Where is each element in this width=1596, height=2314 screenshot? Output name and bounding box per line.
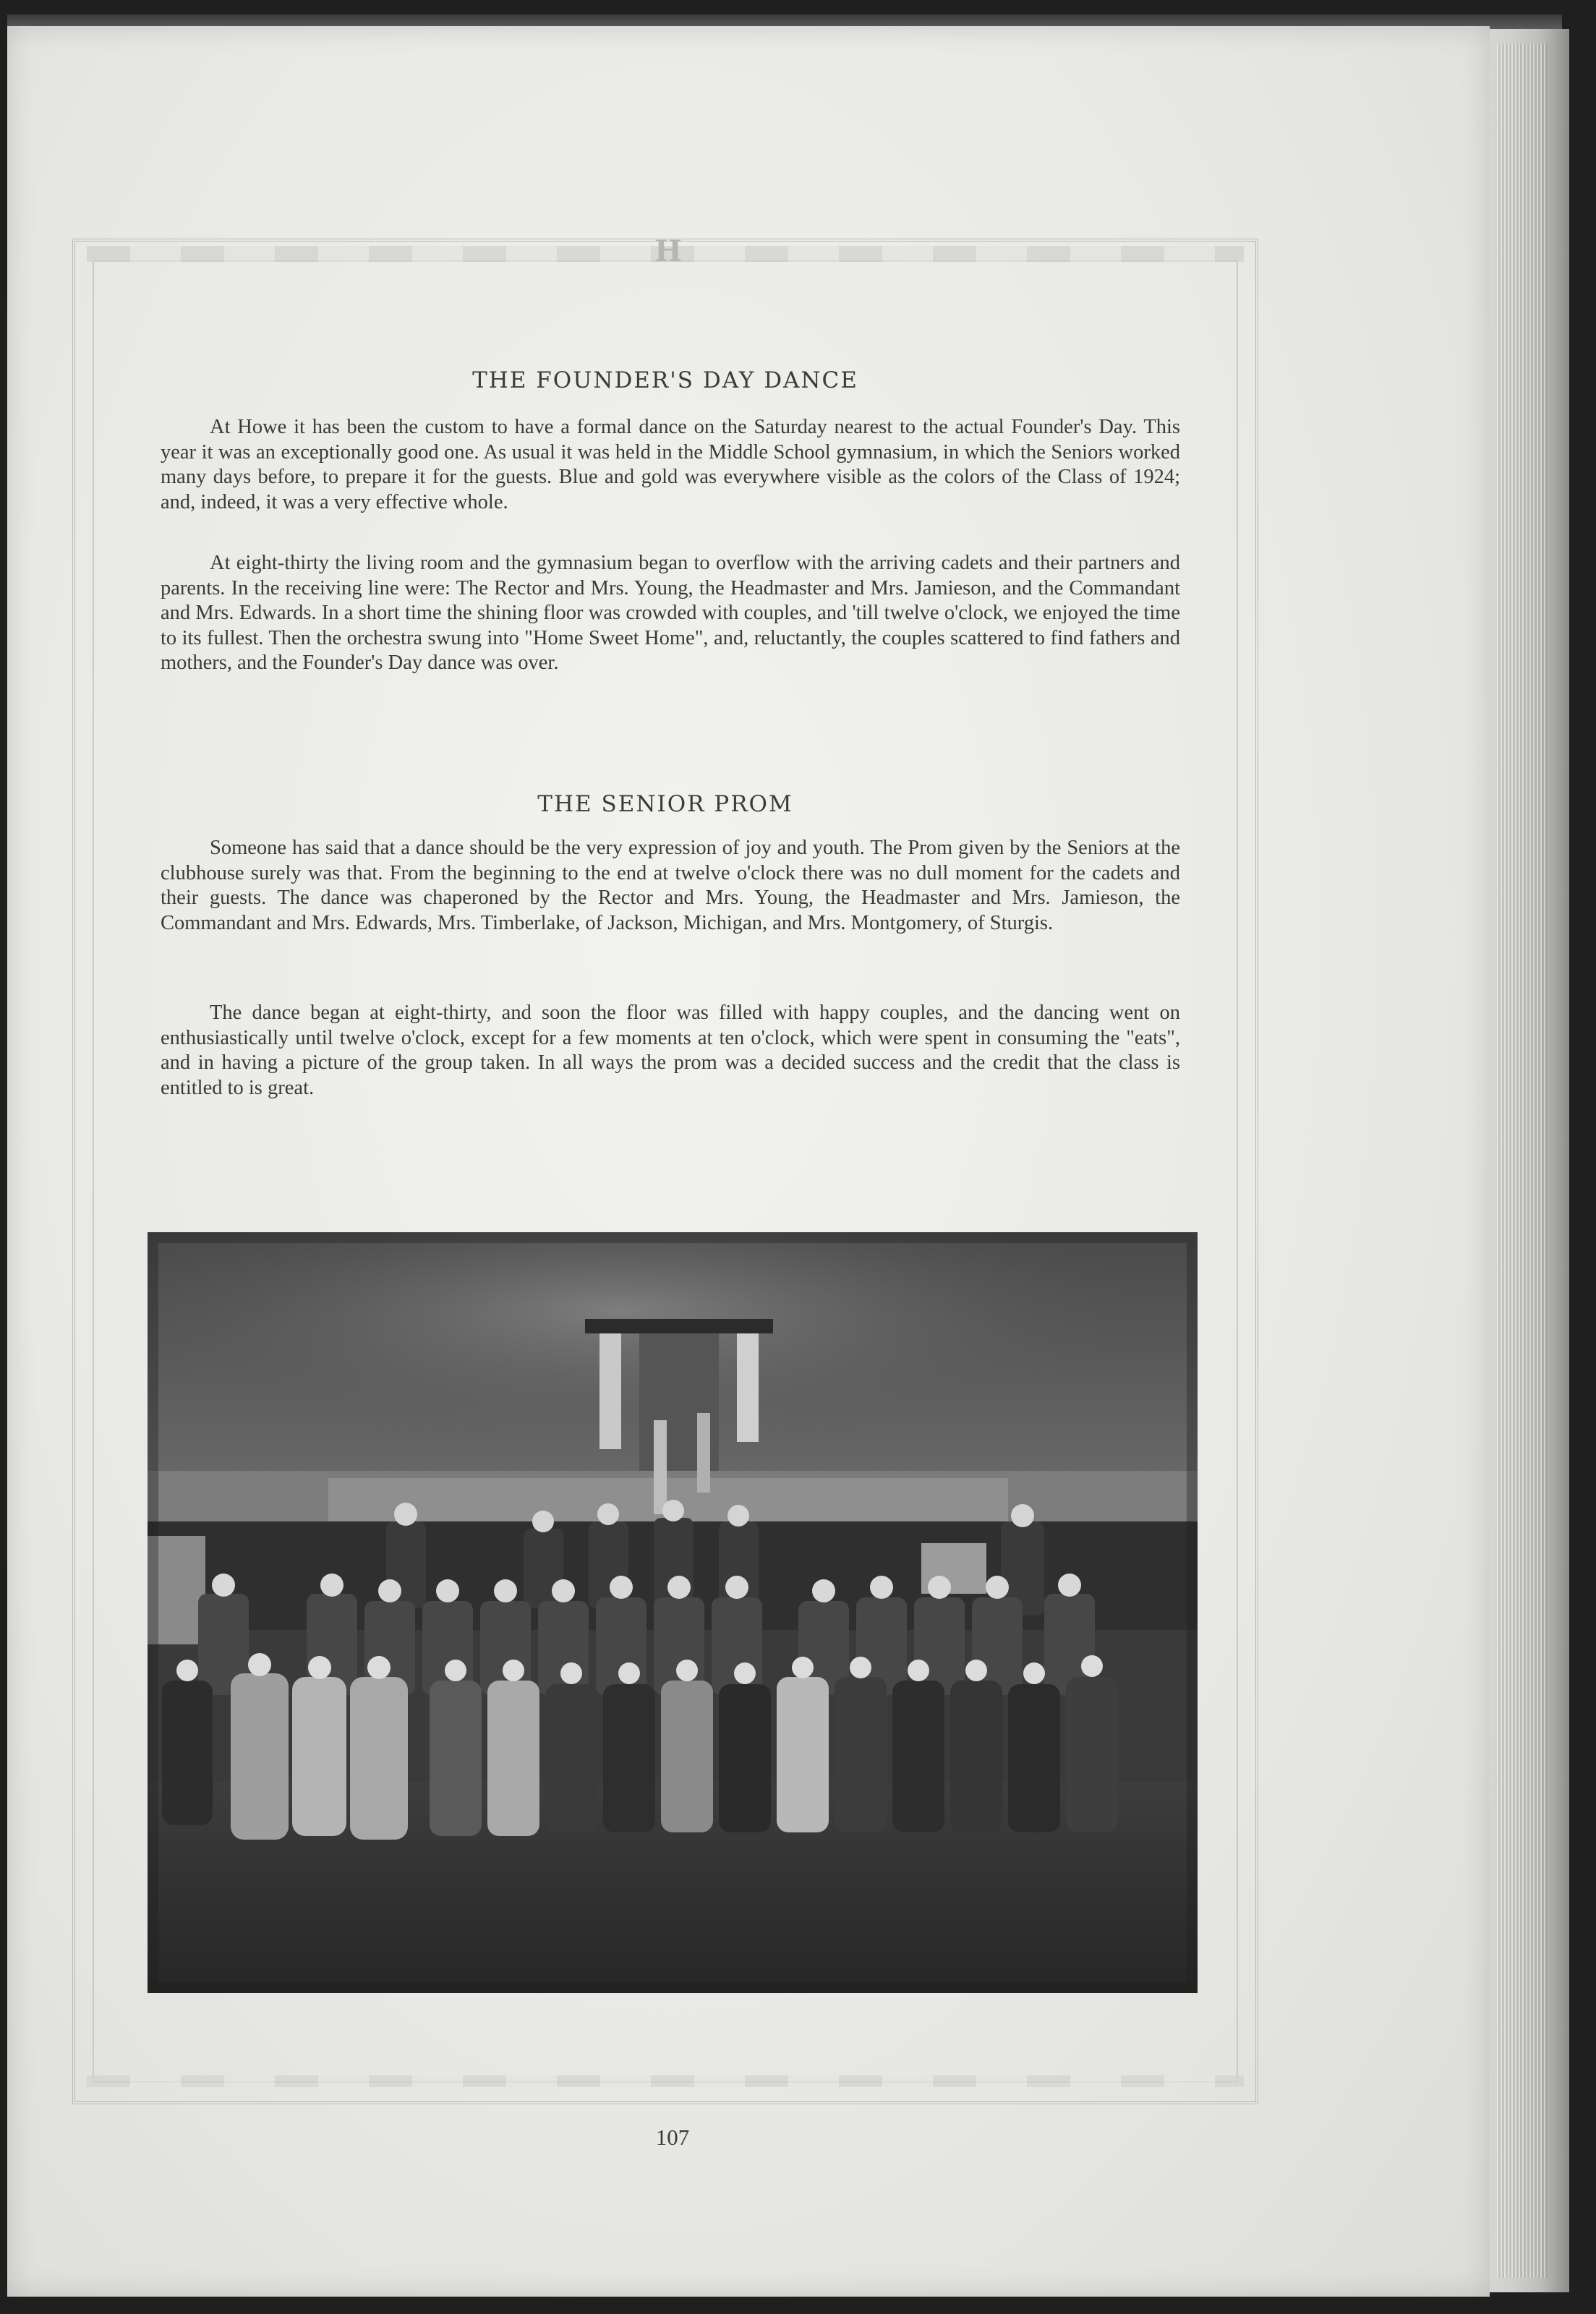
senior-prom-paragraph-1: Someone has said that a dance should be the very expression of joy and youth. The Prom given by the Seniors at the clubhouse surely was that. From the beginning to the end at twelve o'clock there was no dull moment for the cadets and their guests. The dance was chaperoned by the Rector and Mrs. Young, the Headmaster and Mrs. Jamieson, the Commandant and Mrs. Edwards, Mrs. Timberlake, of Jackson, Michigan, and Mrs. Montgomery, of Sturgis. [161,837,1180,934]
founders-day-paragraph-1: At Howe it has been the custom to have a formal dance on the Saturday nearest to the actual Founder's Day. This year it was an exceptionally good one. As usual it was held in the Middle School gymnasium, in which the Seniors worked many days before, to prepare it for the guests. Blue and gold was everywhere visible as the colors of the Class of 1924; and, indeed, it was a very effective whole. [161,416,1180,513]
photo-illustration [148,1232,1198,1993]
page-number: 107 [655,2125,690,2150]
frame-monogram: H [654,234,683,268]
book-page-edge-lines [1497,43,1548,2278]
founders-day-dance-heading: THE FOUNDER'S DAY DANCE [472,367,858,393]
senior-prom-group-photograph [148,1232,1198,1993]
founders-day-paragraph-2: At eight-thirty the living room and the gymnasium began to overflow with the arriving cadets and their partners and parents. In the receiving line were: The Rector and Mrs. Young, the Headmaster and Mrs. Jamieson, and the Commandant and Mrs. Edwards. In a short time the shining floor was crowded with couples, and 'till twelve o'clock, we enjoyed the time to its fullest. Then the orchestra swung into "Home Sweet Home", and, reluctantly, the couples scattered to find fathers and mothers, and the Founder's Day dance was over. [161,552,1180,674]
senior-prom-paragraph-2: The dance began at eight-thirty, and soon the floor was filled with happy couples, and the dancing went on enthusiastically until twelve o'clock, except for a few moments at ten o'clock, which were spent in consuming the "eats", and in having a picture of the group taken. In all ways the prom was a decided success and the credit that the class is entitled to is great. [161,1002,1180,1099]
frame-bottom-ornament [87,2075,1244,2087]
senior-prom-heading: THE SENIOR PROM [537,791,793,817]
